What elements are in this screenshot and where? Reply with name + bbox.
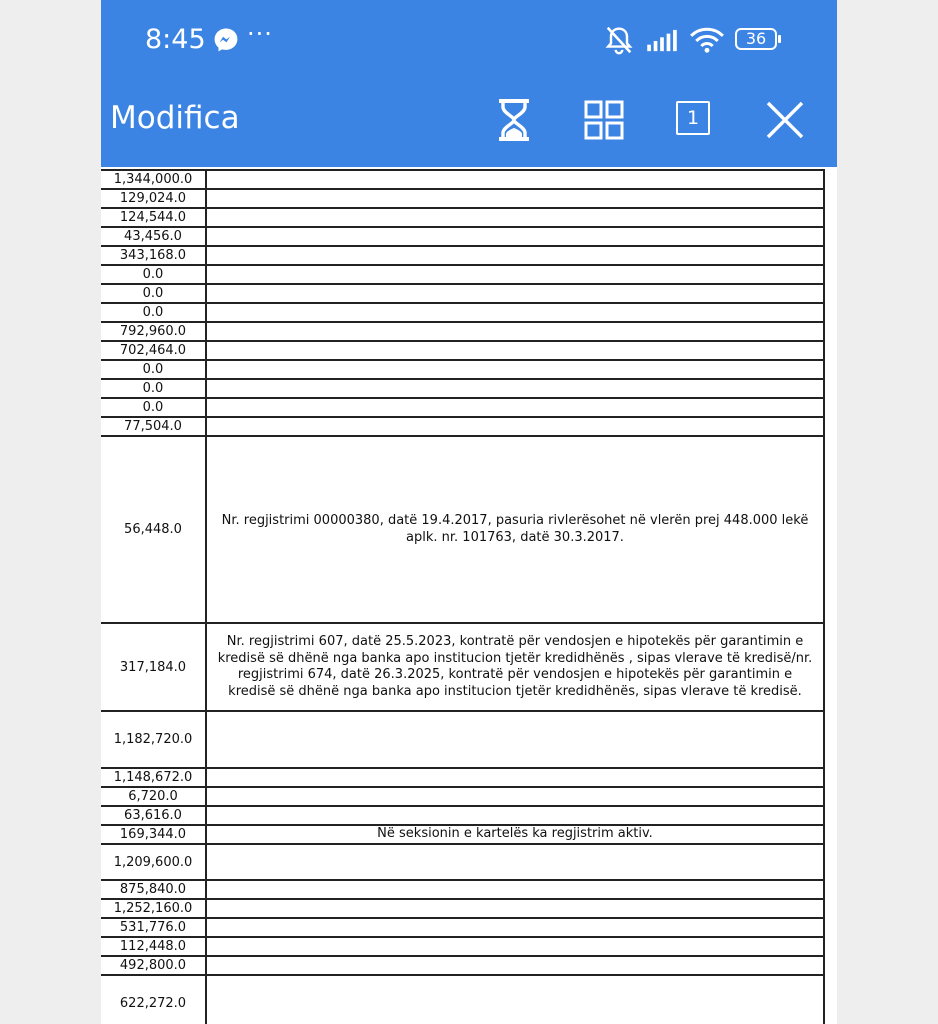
amount-cell: 0.0 [101, 361, 207, 378]
signal-icon [645, 29, 679, 53]
table-row [101, 919, 823, 938]
hourglass-icon[interactable] [490, 96, 538, 144]
amount-cell: 622,272.0 [101, 976, 207, 1024]
amount-cell: 63,616.0 [101, 807, 207, 824]
app-title: Modifica [110, 100, 240, 136]
table-row [101, 807, 823, 826]
table-row [101, 437, 823, 624]
amount-cell: 1,182,720.0 [101, 712, 207, 767]
note-cell [207, 845, 823, 879]
amount-cell: 0.0 [101, 266, 207, 283]
note-cell [207, 976, 823, 1024]
amount-cell: 0.0 [101, 399, 207, 416]
amount-cell: 317,184.0 [101, 624, 207, 710]
note-cell [207, 712, 823, 767]
table-row [101, 788, 823, 807]
amount-cell: 56,448.0 [101, 437, 207, 622]
amount-cell: 0.0 [101, 304, 207, 321]
amount-cell: 1,344,000.0 [101, 171, 207, 188]
table-row [101, 380, 823, 399]
table-row [101, 845, 823, 881]
more-notifications-indicator: ··· [247, 20, 273, 48]
table-row [101, 881, 823, 900]
amount-cell: 1,148,672.0 [101, 769, 207, 786]
table-row [101, 228, 823, 247]
note-cell [207, 323, 823, 340]
note-cell [207, 380, 823, 397]
table-row [101, 826, 823, 845]
note-cell [207, 361, 823, 378]
note-cell [207, 769, 823, 786]
amount-cell: 343,168.0 [101, 247, 207, 264]
wifi-icon [689, 26, 725, 54]
note-cell [207, 399, 823, 416]
battery-level: 36 [745, 29, 767, 48]
note-cell [207, 807, 823, 824]
table-row [101, 266, 823, 285]
note-cell [207, 919, 823, 936]
note-cell [207, 342, 823, 359]
grid-view-icon[interactable] [580, 96, 628, 144]
messenger-icon [213, 27, 239, 53]
amount-cell: 531,776.0 [101, 919, 207, 936]
amount-cell: 6,720.0 [101, 788, 207, 805]
status-icons [603, 24, 793, 56]
amount-cell: 112,448.0 [101, 938, 207, 955]
page-number: 1 [686, 107, 700, 129]
note-cell: Nr. regjistrimi 607, datë 25.5.2023, kontratë për vendosjen e hipotekës për garantimin e kredisë së dhënë nga banka apo institucion tjetër kredidhënës , sipas vlerave të kredisë/nr. regjistrimi 674, datë 26.3.2025, kontratë për vendosjen e hipotekës për garantimin e kredisë së dhënë nga banka apo institucion tjetër kredidhënës, sipas vlerave të kredisë. [217, 634, 813, 699]
table-row [101, 209, 823, 228]
table-row [101, 171, 823, 190]
table-row [101, 323, 823, 342]
close-icon[interactable] [761, 96, 809, 144]
amount-cell: 875,840.0 [101, 881, 207, 898]
amount-cell: 124,544.0 [101, 209, 207, 226]
page-number-button[interactable] [676, 101, 710, 135]
note-cell [207, 247, 823, 264]
table-row [101, 190, 823, 209]
note-cell [207, 938, 823, 955]
table-row [101, 624, 823, 712]
note-cell [207, 788, 823, 805]
amount-cell: 77,504.0 [101, 418, 207, 435]
phone-screen [101, 0, 837, 1024]
note-cell [207, 900, 823, 917]
amount-cell: 0.0 [101, 285, 207, 302]
table-row [101, 712, 823, 769]
note-cell [207, 171, 823, 188]
note-cell [207, 228, 823, 245]
battery-icon [735, 28, 777, 50]
table-row [101, 399, 823, 418]
table-row [101, 418, 823, 437]
table-row [101, 342, 823, 361]
note-cell: Në seksionin e kartelës ka regjistrim aktiv. [377, 826, 653, 842]
table-row [101, 976, 823, 1024]
table-row [101, 247, 823, 266]
note-cell [207, 266, 823, 283]
table-row [101, 769, 823, 788]
amount-cell: 492,800.0 [101, 957, 207, 974]
note-cell [207, 881, 823, 898]
note-cell [207, 209, 823, 226]
table-row [101, 938, 823, 957]
table-row [101, 285, 823, 304]
note-cell [207, 304, 823, 321]
amount-cell: 129,024.0 [101, 190, 207, 207]
amount-cell: 702,464.0 [101, 342, 207, 359]
table-row [101, 304, 823, 323]
note-cell: Nr. regjistrimi 00000380, datë 19.4.2017, pasuria rivlerësohet në vlerën prej 448.000 lekë aplk. nr. 101763, datë 30.3.2017. [221, 513, 809, 545]
app-bar [101, 0, 837, 167]
amount-cell: 1,252,160.0 [101, 900, 207, 917]
status-time: 8:45 [145, 24, 206, 55]
note-cell [207, 957, 823, 974]
note-cell [207, 285, 823, 302]
mute-notifications-icon [603, 24, 635, 56]
data-table [101, 169, 825, 1024]
table-row [101, 900, 823, 919]
amount-cell: 1,209,600.0 [101, 845, 207, 879]
amount-cell: 792,960.0 [101, 323, 207, 340]
amount-cell: 169,344.0 [101, 826, 207, 843]
document-view[interactable] [101, 167, 837, 1024]
table-row [101, 957, 823, 976]
amount-cell: 43,456.0 [101, 228, 207, 245]
note-cell [207, 190, 823, 207]
amount-cell: 0.0 [101, 380, 207, 397]
table-row [101, 361, 823, 380]
note-cell [207, 418, 823, 435]
battery-tip [778, 35, 781, 43]
